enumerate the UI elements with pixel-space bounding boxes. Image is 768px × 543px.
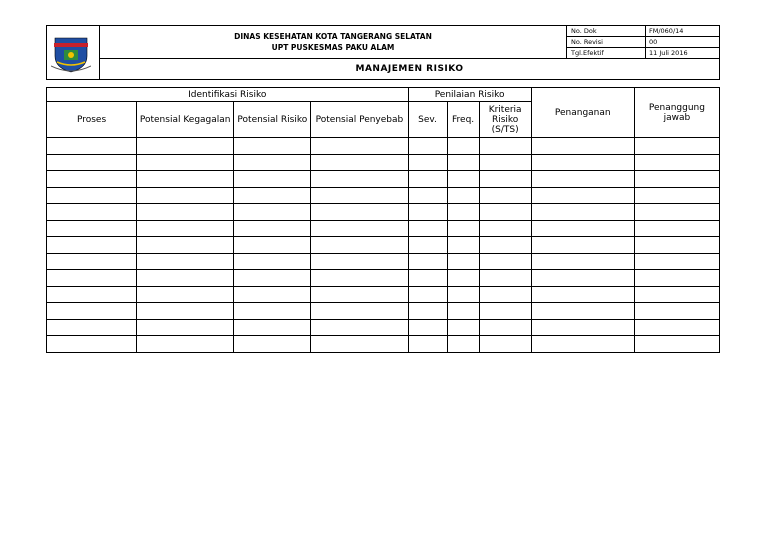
table-cell — [634, 220, 719, 237]
table-cell — [531, 220, 634, 237]
table-cell — [531, 286, 634, 303]
table-cell — [447, 204, 479, 221]
table-cell — [408, 187, 447, 204]
table-cell — [137, 220, 234, 237]
table-cell — [447, 336, 479, 353]
table-cell — [311, 204, 408, 221]
table-cell — [137, 303, 234, 320]
document-title: MANAJEMEN RISIKO — [100, 59, 720, 80]
table-cell — [47, 270, 137, 287]
table-row — [47, 253, 720, 270]
table-cell — [447, 270, 479, 287]
table-cell — [447, 154, 479, 171]
table-cell — [479, 220, 531, 237]
table-cell — [531, 336, 634, 353]
table-row — [47, 138, 720, 155]
table-cell — [47, 303, 137, 320]
table-cell — [634, 237, 719, 254]
table-cell — [137, 286, 234, 303]
table-cell — [447, 187, 479, 204]
table-row — [47, 237, 720, 254]
table-cell — [311, 138, 408, 155]
table-cell — [47, 336, 137, 353]
col-kriteria: Kriteria Risiko (S/TS) — [479, 102, 531, 138]
table-cell — [47, 171, 137, 188]
table-row — [47, 336, 720, 353]
table-cell — [408, 220, 447, 237]
table-cell — [531, 270, 634, 287]
meta-label-revision: No. Revisi — [567, 37, 646, 48]
table-cell — [311, 171, 408, 188]
table-cell — [479, 204, 531, 221]
table-cell — [234, 237, 311, 254]
table-cell — [447, 319, 479, 336]
meta-value-effective: 11 Juli 2016 — [646, 48, 720, 59]
table-row — [47, 154, 720, 171]
table-cell — [47, 204, 137, 221]
table-cell — [408, 154, 447, 171]
col-potensial-penyebab: Potensial Penyebab — [311, 102, 408, 138]
table-cell — [234, 319, 311, 336]
col-potensial-kegagalan: Potensial Kegagalan — [137, 102, 234, 138]
table-cell — [447, 253, 479, 270]
table-cell — [47, 154, 137, 171]
table-cell — [408, 237, 447, 254]
table-cell — [234, 270, 311, 287]
table-cell — [234, 187, 311, 204]
table-cell — [47, 138, 137, 155]
table-row — [47, 286, 720, 303]
col-proses: Proses — [47, 102, 137, 138]
org-line-2: UPT PUSKESMAS PAKU ALAM — [271, 43, 395, 52]
meta-label-effective: Tgl.Efektif — [567, 48, 646, 59]
table-cell — [234, 220, 311, 237]
table-cell — [137, 187, 234, 204]
table-cell — [479, 286, 531, 303]
table-cell — [634, 319, 719, 336]
table-cell — [447, 303, 479, 320]
table-cell — [408, 138, 447, 155]
table-cell — [634, 286, 719, 303]
table-cell — [311, 319, 408, 336]
table-cell — [408, 171, 447, 188]
table-cell — [311, 253, 408, 270]
meta-value-doc: FM/060/14 — [646, 26, 720, 37]
table-cell — [311, 286, 408, 303]
table-cell — [408, 336, 447, 353]
table-cell — [47, 237, 137, 254]
table-cell — [634, 204, 719, 221]
meta-label-doc: No. Dok — [567, 26, 646, 37]
table-cell — [447, 286, 479, 303]
table-cell — [447, 171, 479, 188]
table-cell — [137, 270, 234, 287]
table-row — [47, 303, 720, 320]
table-cell — [479, 187, 531, 204]
logo-cell — [47, 26, 100, 80]
table-cell — [479, 270, 531, 287]
meta-value-revision: 00 — [646, 37, 720, 48]
table-cell — [137, 204, 234, 221]
table-cell — [479, 237, 531, 254]
document-header — [46, 25, 720, 80]
table-cell — [408, 319, 447, 336]
table-cell — [479, 303, 531, 320]
table-body — [47, 138, 720, 353]
org-line-1: DINAS KESEHATAN KOTA TANGERANG SELATAN — [234, 32, 432, 41]
table-cell — [137, 171, 234, 188]
city-emblem-icon — [51, 30, 91, 74]
organization-name — [100, 26, 567, 59]
table-row — [47, 270, 720, 287]
table-cell — [447, 138, 479, 155]
table-cell — [634, 154, 719, 171]
table-cell — [479, 154, 531, 171]
table-cell — [234, 154, 311, 171]
table-cell — [234, 171, 311, 188]
table-cell — [311, 187, 408, 204]
table-cell — [137, 336, 234, 353]
col-penanganan: Penanganan — [531, 88, 634, 138]
table-cell — [634, 270, 719, 287]
table-row — [47, 319, 720, 336]
table-cell — [634, 253, 719, 270]
table-cell — [479, 138, 531, 155]
table-cell — [47, 286, 137, 303]
table-cell — [479, 319, 531, 336]
risk-table — [46, 87, 720, 353]
table-cell — [137, 154, 234, 171]
col-potensial-risiko: Potensial Risiko — [234, 102, 311, 138]
table-cell — [137, 319, 234, 336]
table-cell — [234, 204, 311, 221]
table-cell — [447, 237, 479, 254]
table-cell — [531, 204, 634, 221]
table-row — [47, 204, 720, 221]
table-cell — [531, 154, 634, 171]
table-cell — [531, 171, 634, 188]
table-cell — [634, 336, 719, 353]
table-cell — [447, 220, 479, 237]
col-sev: Sev. — [408, 102, 447, 138]
table-cell — [634, 187, 719, 204]
table-cell — [137, 138, 234, 155]
table-row — [47, 187, 720, 204]
table-cell — [408, 270, 447, 287]
table-cell — [634, 303, 719, 320]
table-cell — [137, 253, 234, 270]
table-cell — [408, 286, 447, 303]
table-row — [47, 220, 720, 237]
table-cell — [311, 220, 408, 237]
table-cell — [234, 286, 311, 303]
table-cell — [47, 187, 137, 204]
table-cell — [311, 336, 408, 353]
table-cell — [531, 237, 634, 254]
table-cell — [234, 253, 311, 270]
table-cell — [47, 253, 137, 270]
table-cell — [234, 303, 311, 320]
table-cell — [479, 336, 531, 353]
table-cell — [311, 270, 408, 287]
table-cell — [531, 138, 634, 155]
table-cell — [234, 138, 311, 155]
table-cell — [47, 319, 137, 336]
group-penilaian: Penilaian Risiko — [408, 88, 531, 102]
table-cell — [531, 187, 634, 204]
col-penanggung-jawab: Penanggung jawab — [634, 88, 719, 138]
table-cell — [408, 204, 447, 221]
col-freq: Freq. — [447, 102, 479, 138]
table-cell — [311, 237, 408, 254]
table-cell — [479, 253, 531, 270]
table-cell — [47, 220, 137, 237]
table-cell — [531, 303, 634, 320]
table-cell — [408, 303, 447, 320]
table-cell — [137, 237, 234, 254]
table-cell — [311, 303, 408, 320]
table-cell — [479, 171, 531, 188]
table-cell — [311, 154, 408, 171]
table-cell — [408, 253, 447, 270]
table-row — [47, 171, 720, 188]
table-cell — [634, 171, 719, 188]
table-cell — [634, 138, 719, 155]
table-cell — [234, 336, 311, 353]
table-cell — [531, 319, 634, 336]
group-identifikasi: Identifikasi Risiko — [47, 88, 409, 102]
table-cell — [531, 253, 634, 270]
